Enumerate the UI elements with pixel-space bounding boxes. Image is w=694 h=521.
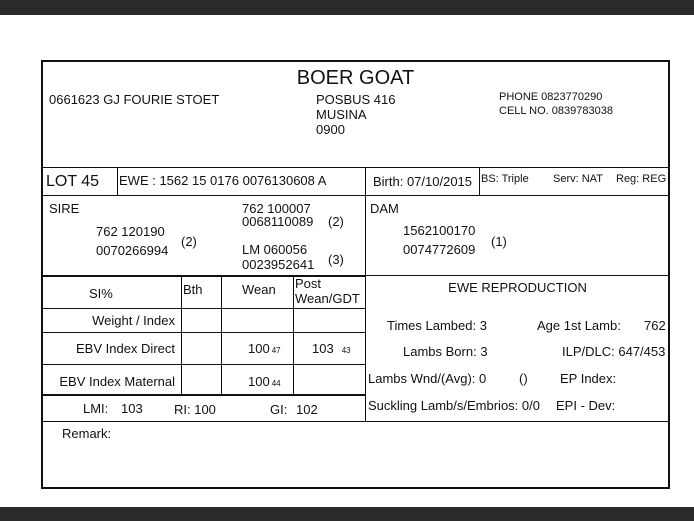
table-row2-rule [41,364,365,365]
ebv-maternal-wean-value: 100 [248,374,270,389]
lambs-born: Lambs Born: 3 [403,344,488,359]
lambs-weaned-avg: () [519,371,528,386]
table-col-post [293,275,294,395]
dam-id-2: 0074772609 [403,242,476,257]
dam-label: DAM [370,201,399,216]
ebv-direct-wean [248,342,281,355]
lmi-value: 103 [121,401,143,416]
registration: Reg: REG [616,173,667,185]
dam-id-1: 1562100170 [403,223,476,238]
ebv-direct-post [312,342,351,355]
ebv-direct-post-accuracy: 43 [341,346,351,355]
ebv-direct-wean-accuracy: 47 [271,346,281,355]
sire-dam-id-1: LM 060056 [242,242,308,257]
ebv-direct-wean-value: 100 [248,341,270,356]
sire-sire-id-1: 762 100007 [242,201,311,216]
card-border-bottom [41,487,670,489]
repro-top-rule [365,275,670,276]
times-lambed: Times Lambed: 3 [387,318,487,333]
age-first-lamb-label: Age 1st Lamb: [537,318,621,333]
sire-id-2: 0070266994 [96,243,169,258]
dam-count: (1) [491,234,507,249]
animal-card [41,60,670,489]
post-column-header-2: Wean/GDT [295,291,360,306]
address-line-3: 0900 [316,122,345,137]
epi-dev: EPI - Dev: [556,398,616,413]
sire-count: (2) [181,234,197,249]
sire-sire-count: (2) [328,214,344,229]
ewe-id: EWE : 1562 15 0176 0076130608 A [119,173,327,188]
birth-divider [479,167,480,195]
page-title: BOER GOAT [296,67,415,89]
center-divider [365,167,366,421]
bth-column-header: Bth [183,282,203,297]
address-line-1: POSBUS 416 [316,92,396,107]
table-bottom-rule [41,394,365,396]
sire-label: SIRE [49,201,80,216]
si-column-header: SI% [89,286,113,301]
lot-row-top [41,167,670,168]
ebv-direct-post-value: 103 [312,341,334,356]
lot-divider [117,167,118,195]
sire-dam-id-2: 0023952641 [242,257,315,272]
birth-status: BS: Triple [481,173,529,185]
gi-value: 102 [296,402,318,417]
address-line-2: MUSINA [316,107,367,122]
wean-column-header: Wean [242,282,276,297]
top-bar [0,0,694,15]
lambs-weaned: Lambs Wnd/(Avg): 0 [368,371,487,386]
gi-label: GI: [270,402,288,417]
ewe-reproduction-title: EWE REPRODUCTION [448,280,587,295]
card-border-top [41,60,670,62]
phone-number: PHONE 0823770290 [499,91,603,103]
table-header-rule [41,308,365,309]
ilp-dlc: ILP/DLC: 647/453 [562,344,666,359]
breeder-name: 0661623 GJ FOURIE STOET [49,92,220,107]
ri-value: RI: 100 [174,402,216,417]
ep-index: EP Index: [560,371,617,386]
age-first-lamb-value: 762 [644,318,666,333]
lmi-label: LMI: [83,401,109,416]
service-type: Serv: NAT [553,173,603,185]
remark-top-rule [41,421,670,422]
table-col-wean [221,275,222,395]
table-col-bth [181,275,182,395]
remark-label: Remark: [62,426,112,441]
post-column-header-1: Post [295,276,322,291]
lot-number: LOT 45 [46,173,100,190]
ebv-maternal-wean-accuracy: 44 [271,379,281,388]
bottom-bar [0,507,694,521]
ebv-maternal-wean [248,375,281,388]
sire-dam-count: (3) [328,252,344,267]
ebv-direct-label: EBV Index Direct [76,341,175,356]
sire-id-1: 762 120190 [96,224,165,239]
ebv-maternal-label: EBV Index Maternal [59,374,175,389]
lot-row-bottom [41,195,670,196]
suckling-lambs: Suckling Lamb/s/Embrios: 0/0 [368,398,540,413]
birth-date: Birth: 07/10/2015 [373,174,473,189]
cell-number: CELL NO. 0839783038 [499,105,613,117]
sire-sire-id-2: 0068110089 [242,214,314,229]
weight-index-label: Weight / Index [92,313,175,328]
table-row1-rule [41,332,365,333]
